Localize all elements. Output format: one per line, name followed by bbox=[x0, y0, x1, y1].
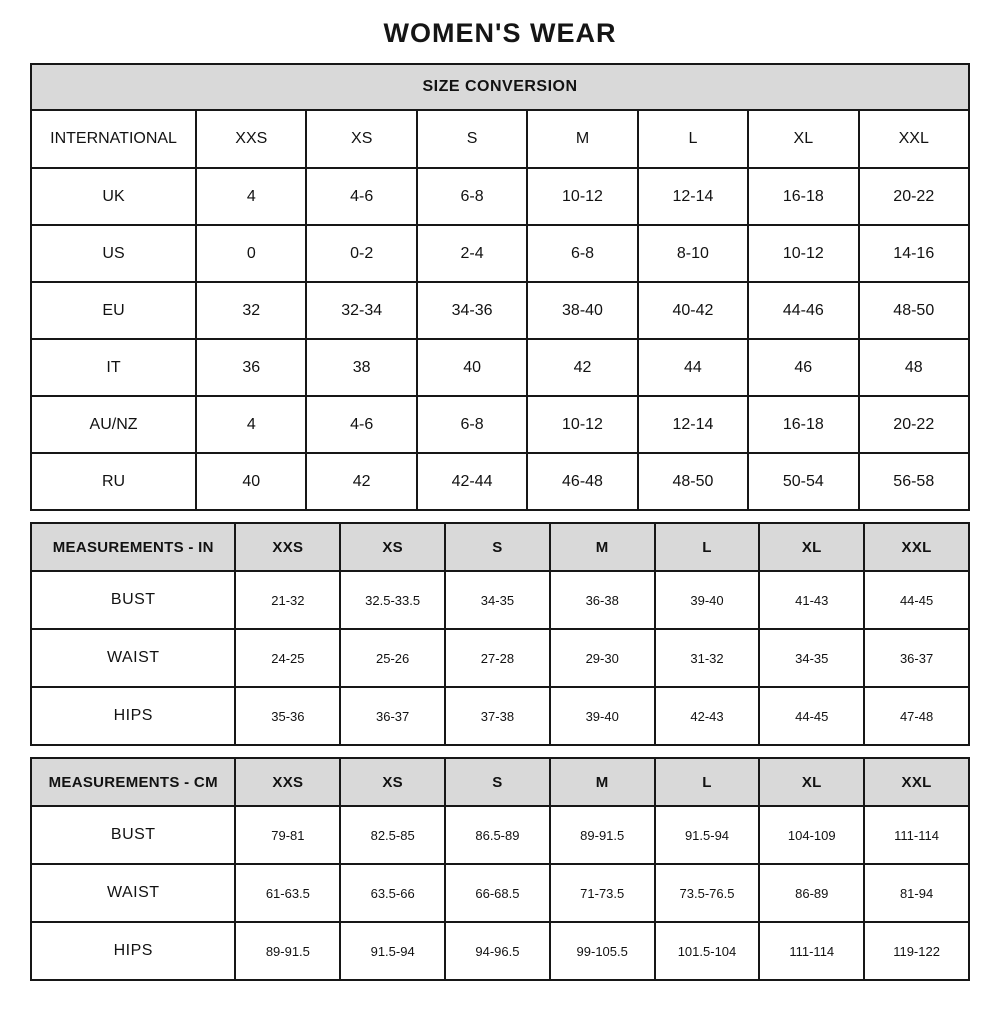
column-header: XXL bbox=[859, 110, 969, 168]
table-cell: 35-36 bbox=[235, 687, 340, 745]
table-cell: 38 bbox=[306, 339, 416, 396]
table-cell: 66-68.5 bbox=[445, 864, 550, 922]
column-header: M bbox=[550, 758, 655, 806]
column-header: INTERNATIONAL bbox=[31, 110, 196, 168]
table-cell: 2-4 bbox=[417, 225, 527, 282]
table-cell: 44-45 bbox=[759, 687, 864, 745]
table-cell: 44-46 bbox=[748, 282, 858, 339]
table-cell: 37-38 bbox=[445, 687, 550, 745]
table-cell: 6-8 bbox=[527, 225, 637, 282]
row-label: AU/NZ bbox=[31, 396, 196, 453]
table-cell: 34-36 bbox=[417, 282, 527, 339]
table-cell: 14-16 bbox=[859, 225, 969, 282]
table-cell: 44 bbox=[638, 339, 748, 396]
table-cell: 4 bbox=[196, 396, 306, 453]
table-cell: 34-35 bbox=[445, 571, 550, 629]
column-header: MEASUREMENTS - IN bbox=[31, 523, 235, 571]
table-cell: 50-54 bbox=[748, 453, 858, 510]
table-cell: 48-50 bbox=[859, 282, 969, 339]
table-title-row bbox=[31, 64, 969, 110]
table-cell: 86-89 bbox=[759, 864, 864, 922]
table-cell: 36-37 bbox=[864, 629, 969, 687]
row-label: EU bbox=[31, 282, 196, 339]
table-row bbox=[31, 687, 969, 745]
table-cell: 10-12 bbox=[527, 396, 637, 453]
table-cell: 82.5-85 bbox=[340, 806, 445, 864]
table-cell: 20-22 bbox=[859, 396, 969, 453]
row-label: HIPS bbox=[31, 922, 235, 980]
column-header: S bbox=[417, 110, 527, 168]
table-cell: 91.5-94 bbox=[340, 922, 445, 980]
table-row bbox=[31, 864, 969, 922]
table-row bbox=[31, 571, 969, 629]
column-header: M bbox=[550, 523, 655, 571]
table-cell: 111-114 bbox=[759, 922, 864, 980]
table-cell: 40-42 bbox=[638, 282, 748, 339]
table-cell: 31-32 bbox=[655, 629, 760, 687]
table-row bbox=[31, 282, 969, 339]
table-cell: 73.5-76.5 bbox=[655, 864, 760, 922]
table-cell: 119-122 bbox=[864, 922, 969, 980]
column-header: XXL bbox=[864, 758, 969, 806]
column-header: XS bbox=[340, 758, 445, 806]
table-cell: 32.5-33.5 bbox=[340, 571, 445, 629]
table-cell: 6-8 bbox=[417, 168, 527, 225]
row-label: RU bbox=[31, 453, 196, 510]
table-row bbox=[31, 922, 969, 980]
table-cell: 44-45 bbox=[864, 571, 969, 629]
table-cell: 10-12 bbox=[748, 225, 858, 282]
table-cell: 34-35 bbox=[759, 629, 864, 687]
table-cell: 21-32 bbox=[235, 571, 340, 629]
table-cell: 32 bbox=[196, 282, 306, 339]
table-cell: 10-12 bbox=[527, 168, 637, 225]
row-label: US bbox=[31, 225, 196, 282]
column-header: L bbox=[655, 758, 760, 806]
table-row bbox=[31, 339, 969, 396]
column-header-row bbox=[31, 758, 969, 806]
table-cell: 104-109 bbox=[759, 806, 864, 864]
table-cell: 48-50 bbox=[638, 453, 748, 510]
table-cell: 16-18 bbox=[748, 396, 858, 453]
table-row bbox=[31, 396, 969, 453]
table-cell: 16-18 bbox=[748, 168, 858, 225]
row-label: WAIST bbox=[31, 864, 235, 922]
column-header: XS bbox=[340, 523, 445, 571]
table-cell: 48 bbox=[859, 339, 969, 396]
table-cell: 39-40 bbox=[655, 571, 760, 629]
column-header: S bbox=[445, 523, 550, 571]
table-cell: 99-105.5 bbox=[550, 922, 655, 980]
table-cell: 94-96.5 bbox=[445, 922, 550, 980]
table-cell: 8-10 bbox=[638, 225, 748, 282]
column-header: S bbox=[445, 758, 550, 806]
column-header-row bbox=[31, 523, 969, 571]
table-cell: 89-91.5 bbox=[550, 806, 655, 864]
table-cell: 86.5-89 bbox=[445, 806, 550, 864]
table-cell: 6-8 bbox=[417, 396, 527, 453]
table-cell: 46 bbox=[748, 339, 858, 396]
table-cell: 12-14 bbox=[638, 396, 748, 453]
table-cell: 40 bbox=[417, 339, 527, 396]
table-cell: 39-40 bbox=[550, 687, 655, 745]
table-cell: 32-34 bbox=[306, 282, 416, 339]
table-cell: 71-73.5 bbox=[550, 864, 655, 922]
table-cell: 63.5-66 bbox=[340, 864, 445, 922]
table-cell: 38-40 bbox=[527, 282, 637, 339]
table-cell: 91.5-94 bbox=[655, 806, 760, 864]
table-row bbox=[31, 806, 969, 864]
row-label: BUST bbox=[31, 571, 235, 629]
column-header: XL bbox=[759, 758, 864, 806]
table-cell: 4 bbox=[196, 168, 306, 225]
column-header-row bbox=[31, 110, 969, 168]
column-header: XXS bbox=[235, 758, 340, 806]
table-cell: 42 bbox=[306, 453, 416, 510]
table-cell: 4-6 bbox=[306, 168, 416, 225]
table-cell: 0-2 bbox=[306, 225, 416, 282]
table-cell: 20-22 bbox=[859, 168, 969, 225]
table-cell: 36-38 bbox=[550, 571, 655, 629]
column-header: MEASUREMENTS - CM bbox=[31, 758, 235, 806]
row-label: UK bbox=[31, 168, 196, 225]
table-cell: 41-43 bbox=[759, 571, 864, 629]
table-cell: 61-63.5 bbox=[235, 864, 340, 922]
table-row bbox=[31, 225, 969, 282]
table-cell: 81-94 bbox=[864, 864, 969, 922]
column-header: XL bbox=[759, 523, 864, 571]
table-cell: 25-26 bbox=[340, 629, 445, 687]
measurements-cm-table bbox=[30, 757, 970, 981]
column-header: L bbox=[638, 110, 748, 168]
row-label: HIPS bbox=[31, 687, 235, 745]
table-cell: 40 bbox=[196, 453, 306, 510]
column-header: L bbox=[655, 523, 760, 571]
size-conversion-table bbox=[30, 63, 970, 511]
table-cell: 79-81 bbox=[235, 806, 340, 864]
table-cell: 12-14 bbox=[638, 168, 748, 225]
table-cell: 42-44 bbox=[417, 453, 527, 510]
table-row bbox=[31, 629, 969, 687]
table-cell: 111-114 bbox=[864, 806, 969, 864]
table-cell: 47-48 bbox=[864, 687, 969, 745]
table-cell: 36 bbox=[196, 339, 306, 396]
table-cell: 29-30 bbox=[550, 629, 655, 687]
measurements-in-table bbox=[30, 522, 970, 746]
table-cell: 4-6 bbox=[306, 396, 416, 453]
row-label: WAIST bbox=[31, 629, 235, 687]
column-header: XXS bbox=[196, 110, 306, 168]
table-cell: 56-58 bbox=[859, 453, 969, 510]
column-header: M bbox=[527, 110, 637, 168]
table-cell: 27-28 bbox=[445, 629, 550, 687]
table-cell: 101.5-104 bbox=[655, 922, 760, 980]
table-cell: 42 bbox=[527, 339, 637, 396]
table-cell: 36-37 bbox=[340, 687, 445, 745]
size-conversion-title: SIZE CONVERSION bbox=[31, 64, 969, 110]
column-header: XXS bbox=[235, 523, 340, 571]
page-title: WOMEN'S WEAR bbox=[383, 18, 617, 48]
table-cell: 46-48 bbox=[527, 453, 637, 510]
row-label: BUST bbox=[31, 806, 235, 864]
table-cell: 24-25 bbox=[235, 629, 340, 687]
column-header: XL bbox=[748, 110, 858, 168]
row-label: IT bbox=[31, 339, 196, 396]
table-cell: 0 bbox=[196, 225, 306, 282]
table-row bbox=[31, 453, 969, 510]
table-cell: 42-43 bbox=[655, 687, 760, 745]
column-header: XS bbox=[306, 110, 416, 168]
column-header: XXL bbox=[864, 523, 969, 571]
table-row bbox=[31, 168, 969, 225]
table-cell: 89-91.5 bbox=[235, 922, 340, 980]
